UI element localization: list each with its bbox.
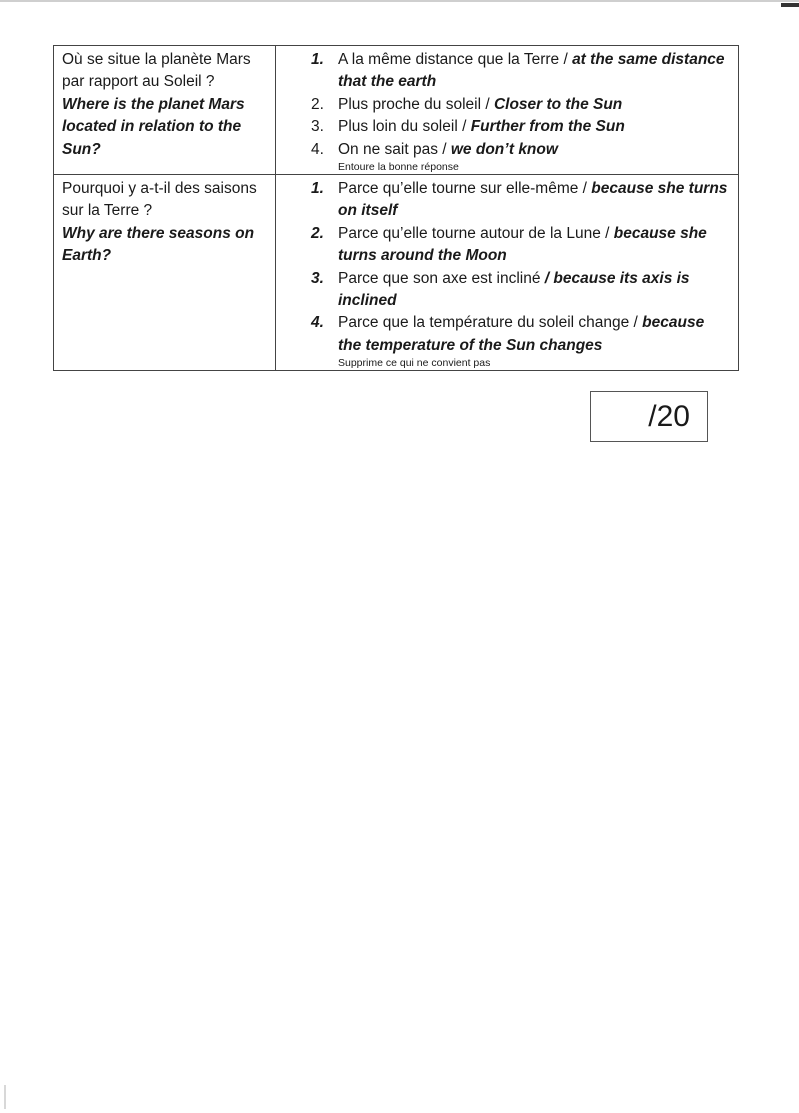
- answer-instruction: Supprime ce qui ne convient pas: [338, 357, 491, 370]
- answer-number: 2.: [311, 224, 324, 242]
- answer-option[interactable]: [307, 268, 731, 313]
- answer-number: 4.: [311, 140, 324, 158]
- answer-number: 4.: [311, 314, 324, 332]
- answer-text-fr: Plus loin du soleil /: [338, 118, 471, 136]
- answer-text-fr: On ne sait pas /: [338, 140, 451, 158]
- quiz-table: [53, 45, 739, 371]
- question-cell: [54, 175, 276, 371]
- answer-number: 2.: [311, 95, 324, 113]
- answer-option[interactable]: [307, 94, 731, 116]
- score-label: /20: [648, 400, 690, 433]
- question-text-fr: Où se situe la planète Mars par rapport au Soleil ?: [62, 51, 251, 91]
- question-row: [54, 175, 739, 371]
- answer-text-fr: Parce qu’elle tourne sur elle-même /: [338, 180, 592, 198]
- answer-option[interactable]: [307, 49, 731, 94]
- answer-instruction: Entoure la bonne réponse: [338, 161, 459, 174]
- answer-text-en: at the same distance that the earth: [338, 51, 725, 91]
- answer-list: [284, 49, 731, 161]
- answer-text-fr: Parce que la température du soleil change /: [338, 314, 643, 332]
- answer-option[interactable]: [307, 223, 731, 268]
- question-row: [54, 46, 739, 175]
- question-cell: [54, 46, 276, 175]
- answer-text-en: because the temperature of the Sun changes: [338, 314, 705, 354]
- answer-option[interactable]: [307, 178, 731, 223]
- answer-text-fr: Parce que son axe est incliné: [338, 269, 545, 287]
- question-text-en: Where is the planet Mars located in relation to the Sun?: [62, 95, 245, 158]
- answer-list: [284, 178, 731, 357]
- answer-number: 3.: [311, 269, 324, 287]
- page-top-edge: [0, 0, 799, 2]
- answer-number: 1.: [311, 180, 324, 198]
- answer-text-fr: A la même distance que la Terre /: [338, 51, 573, 68]
- question-text-en: Why are there seasons on Earth?: [62, 224, 255, 265]
- answer-number: 1.: [311, 51, 324, 68]
- answer-text-en: because she turns around the Moon: [338, 224, 707, 265]
- answers-cell: [276, 46, 739, 175]
- scan-corner-mark: [781, 3, 799, 7]
- answer-text-en: we don’t know: [450, 140, 558, 158]
- answer-text-en: Closer to the Sun: [493, 95, 623, 113]
- score-box[interactable]: [590, 391, 708, 442]
- answers-cell: [276, 175, 739, 371]
- answer-text-en: because she turns on itself: [338, 180, 728, 220]
- answer-text-fr: Parce qu’elle tourne autour de la Lune /: [338, 224, 614, 242]
- answer-text-fr: Plus proche du soleil /: [338, 95, 494, 113]
- answer-option[interactable]: [307, 312, 731, 357]
- answer-number: 3.: [311, 118, 324, 136]
- answer-text-en: / because its axis is inclined: [338, 269, 690, 310]
- answer-text-en: Further from the Sun: [470, 118, 625, 136]
- answer-option[interactable]: [307, 116, 731, 138]
- answer-option[interactable]: [307, 139, 731, 161]
- question-text-fr: Pourquoi y a-t-il des saisons sur la Terre ?: [62, 180, 257, 220]
- scan-left-edge: [4, 1085, 6, 1109]
